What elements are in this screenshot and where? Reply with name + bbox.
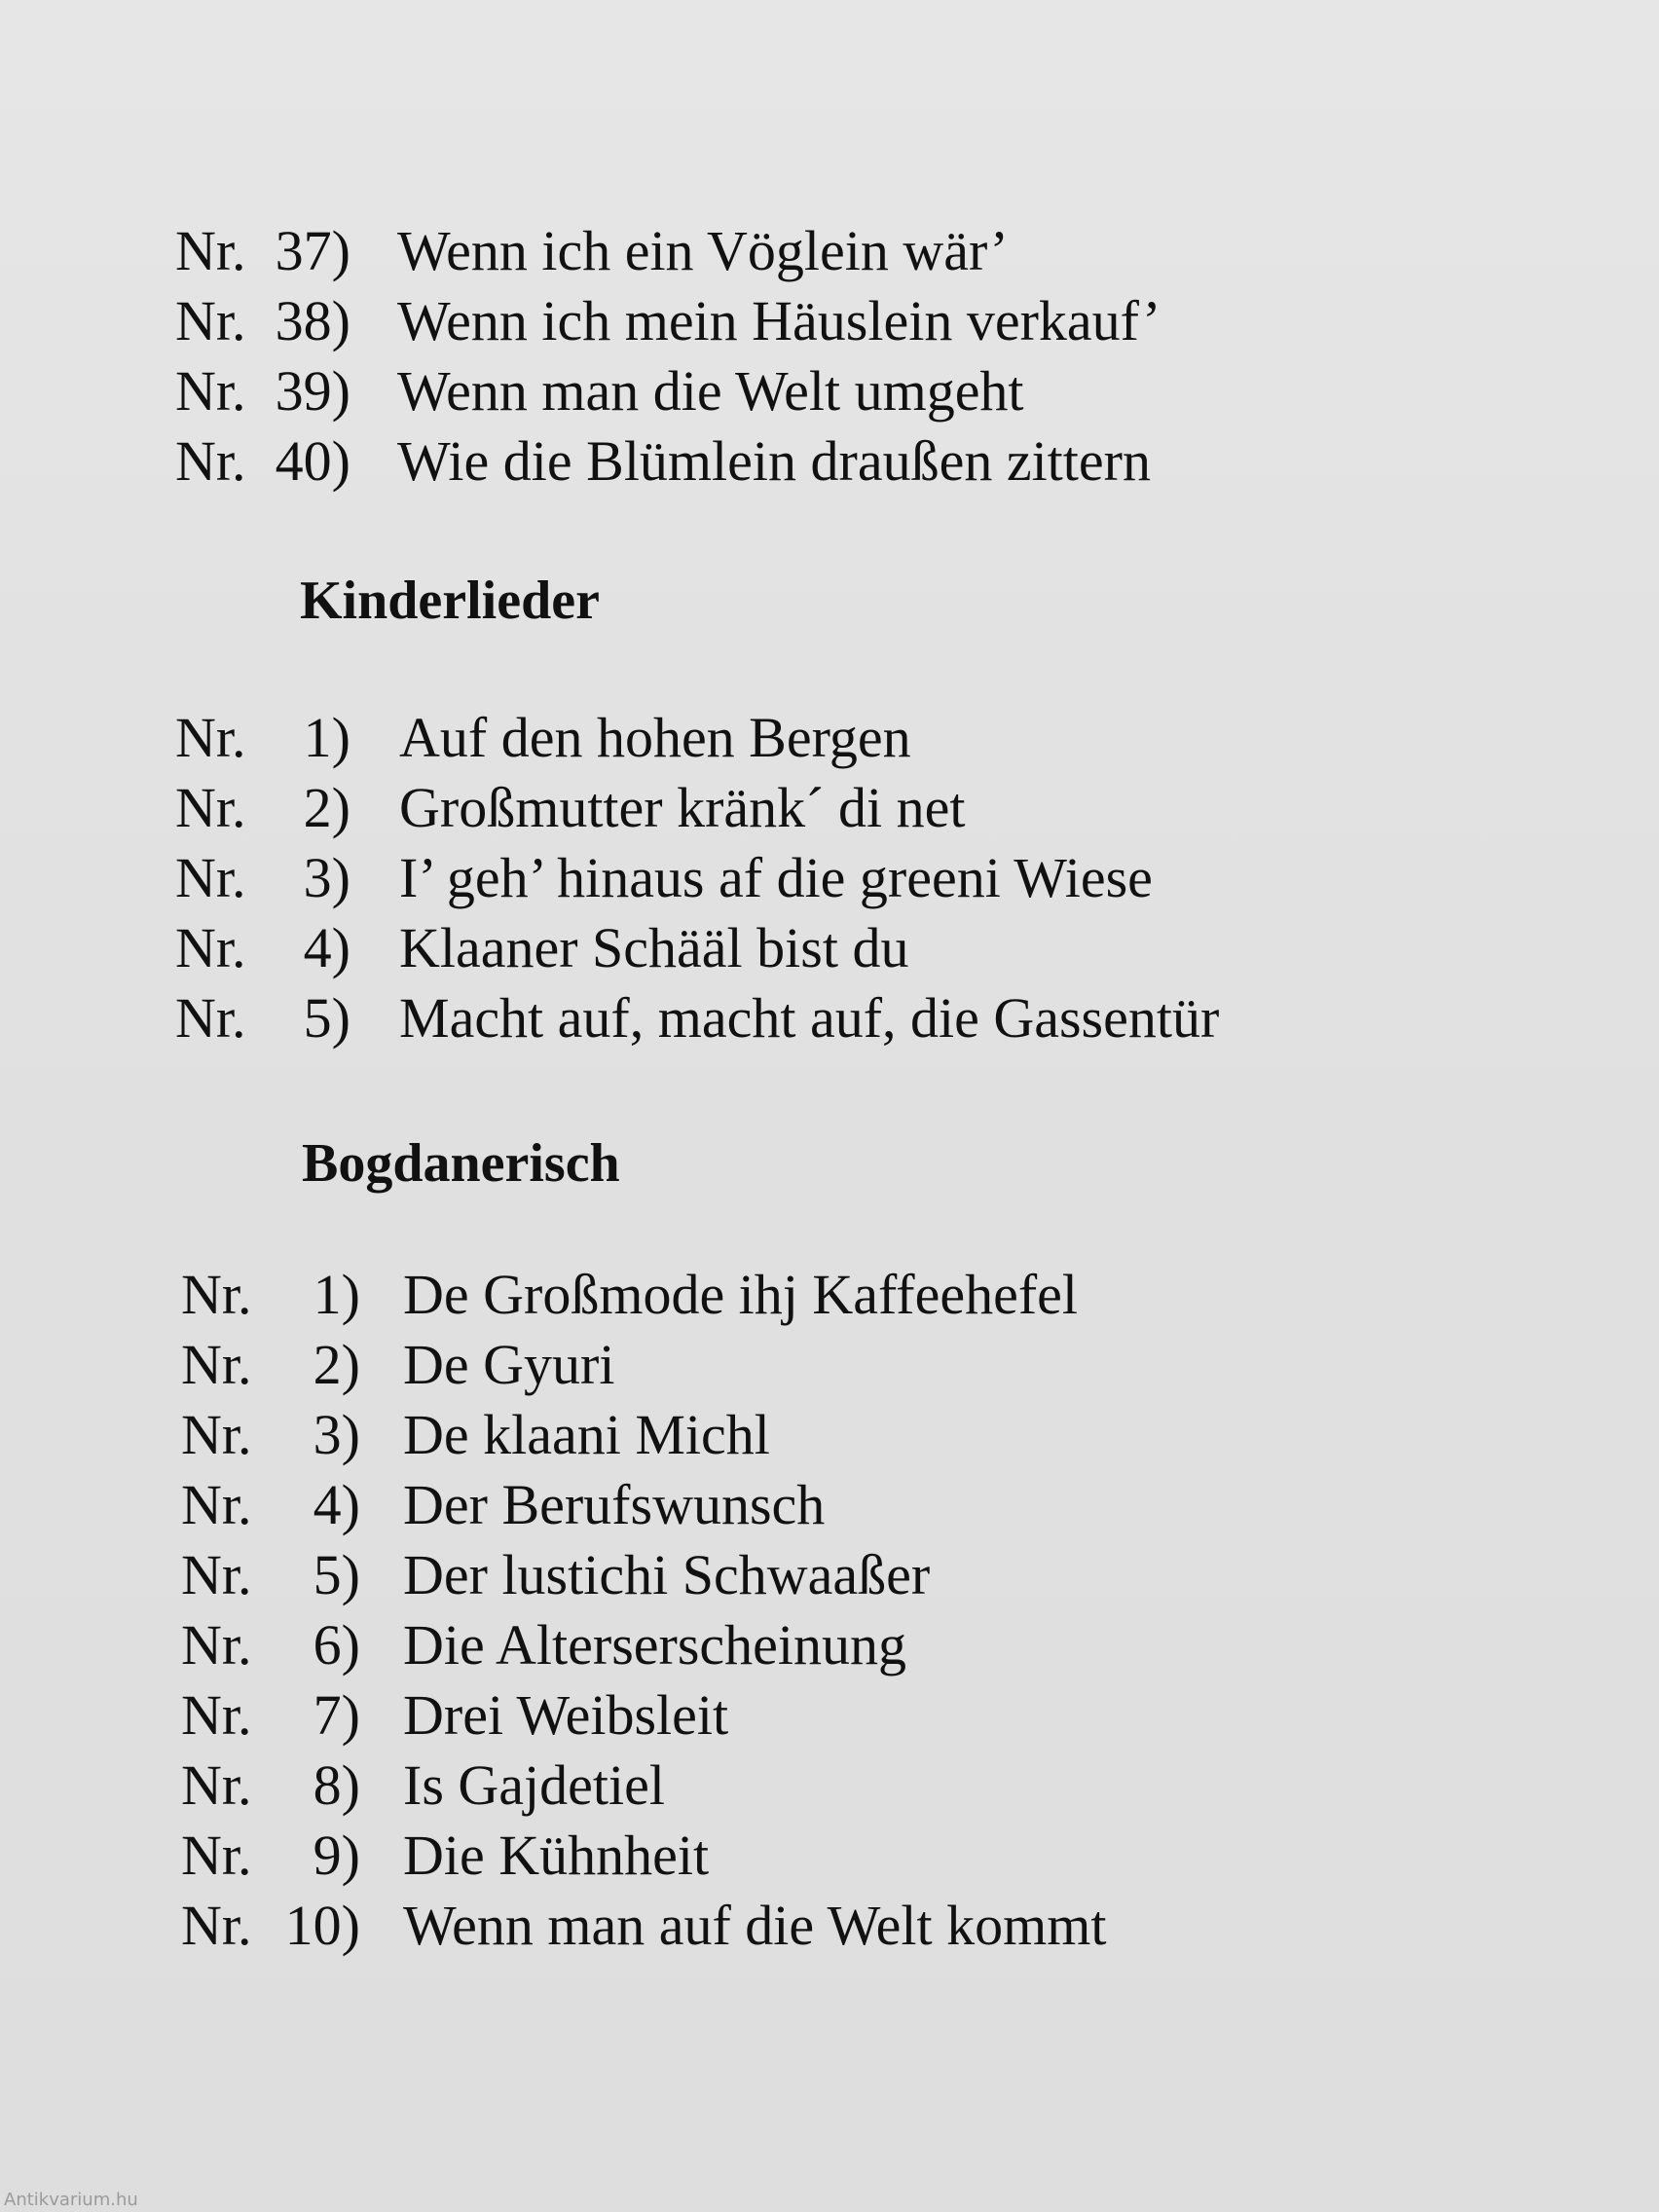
item-number: 37) xyxy=(275,219,350,282)
list-item xyxy=(0,1680,1659,1751)
item-title: Wenn ich mein Häuslein verkauf’ xyxy=(397,289,1161,352)
item-number: 6) xyxy=(313,1613,360,1677)
item-title: I’ geh’ hinaus af die greeni Wiese xyxy=(399,846,1153,909)
item-title: Die Alterserscheinung xyxy=(403,1613,907,1677)
section-heading-kinderlieder: Kinderlieder xyxy=(300,571,600,631)
list-item xyxy=(0,1821,1659,1891)
item-title: Der lustichi Schwaaßer xyxy=(403,1543,931,1606)
kinderlieder-list xyxy=(0,703,1659,1053)
item-number: 4) xyxy=(303,916,350,979)
item-number: 3) xyxy=(313,1403,360,1466)
item-prefix: Nr. xyxy=(175,359,246,423)
item-prefix: Nr. xyxy=(181,1613,252,1677)
item-title: Wenn man auf die Welt kommt xyxy=(403,1894,1107,1957)
item-number: 5) xyxy=(303,986,350,1050)
item-prefix: Nr. xyxy=(181,1753,252,1817)
item-prefix: Nr. xyxy=(175,706,246,769)
list-item xyxy=(0,356,1659,426)
item-prefix: Nr. xyxy=(175,916,246,979)
item-title: Wenn ich ein Vöglein wär’ xyxy=(397,219,1009,282)
item-title: Is Gajdetiel xyxy=(403,1753,665,1817)
item-prefix: Nr. xyxy=(175,289,246,352)
list-item xyxy=(0,773,1659,843)
item-number: 4) xyxy=(313,1473,360,1536)
list-item xyxy=(0,1470,1659,1540)
list-item xyxy=(0,1540,1659,1610)
list-item xyxy=(0,1330,1659,1400)
bogdanerisch-list xyxy=(0,1260,1659,1961)
section-heading-bogdanerisch: Bogdanerisch xyxy=(302,1133,620,1194)
list-item xyxy=(0,286,1659,356)
item-number: 1) xyxy=(313,1263,360,1326)
item-title: De Großmode ihj Kaffeehefel xyxy=(403,1263,1079,1326)
item-prefix: Nr. xyxy=(175,986,246,1050)
item-prefix: Nr. xyxy=(175,776,246,839)
item-title: Klaaner Schääl bist du xyxy=(399,916,909,979)
item-title: De klaani Michl xyxy=(403,1403,770,1466)
item-prefix: Nr. xyxy=(181,1473,252,1536)
item-prefix: Nr. xyxy=(181,1543,252,1606)
item-prefix: Nr. xyxy=(175,429,246,493)
item-title: Die Kühnheit xyxy=(403,1824,710,1887)
watermark: Antikvarium.hu xyxy=(4,2190,138,2210)
item-title: De Gyuri xyxy=(403,1333,615,1396)
list-item xyxy=(0,1610,1659,1680)
list-item xyxy=(0,1400,1659,1470)
item-number: 39) xyxy=(275,359,350,423)
list-item xyxy=(0,426,1659,497)
list-item xyxy=(0,913,1659,983)
item-number: 3) xyxy=(303,846,350,909)
item-prefix: Nr. xyxy=(181,1403,252,1466)
item-prefix: Nr. xyxy=(181,1333,252,1396)
list-item xyxy=(0,216,1659,286)
item-number: 2) xyxy=(303,776,350,839)
item-prefix: Nr. xyxy=(181,1824,252,1887)
list-item xyxy=(0,1751,1659,1821)
item-title: Wie die Blümlein draußen zittern xyxy=(397,429,1151,493)
item-prefix: Nr. xyxy=(181,1894,252,1957)
list-item xyxy=(0,703,1659,773)
list-item xyxy=(0,843,1659,913)
item-number: 40) xyxy=(275,429,350,493)
item-title: Wenn man die Welt umgeht xyxy=(397,359,1024,423)
item-title: Großmutter kränk´ di net xyxy=(399,776,966,839)
list-item xyxy=(0,1891,1659,1961)
item-number: 7) xyxy=(313,1683,360,1747)
item-prefix: Nr. xyxy=(175,846,246,909)
song-list-continued xyxy=(0,216,1659,497)
list-item xyxy=(0,983,1659,1053)
item-title: Macht auf, macht auf, die Gassentür xyxy=(399,986,1220,1050)
item-number: 10) xyxy=(284,1894,360,1957)
item-title: Der Berufswunsch xyxy=(403,1473,826,1536)
item-prefix: Nr. xyxy=(181,1683,252,1747)
item-number: 38) xyxy=(275,289,350,352)
item-prefix: Nr. xyxy=(181,1263,252,1326)
item-number: 2) xyxy=(313,1333,360,1396)
item-title: Drei Weibsleit xyxy=(403,1683,729,1747)
list-item xyxy=(0,1260,1659,1330)
item-number: 1) xyxy=(303,706,350,769)
item-number: 5) xyxy=(313,1543,360,1606)
item-prefix: Nr. xyxy=(175,219,246,282)
item-title: Auf den hohen Bergen xyxy=(399,706,911,769)
item-number: 8) xyxy=(313,1753,360,1817)
item-number: 9) xyxy=(313,1824,360,1887)
